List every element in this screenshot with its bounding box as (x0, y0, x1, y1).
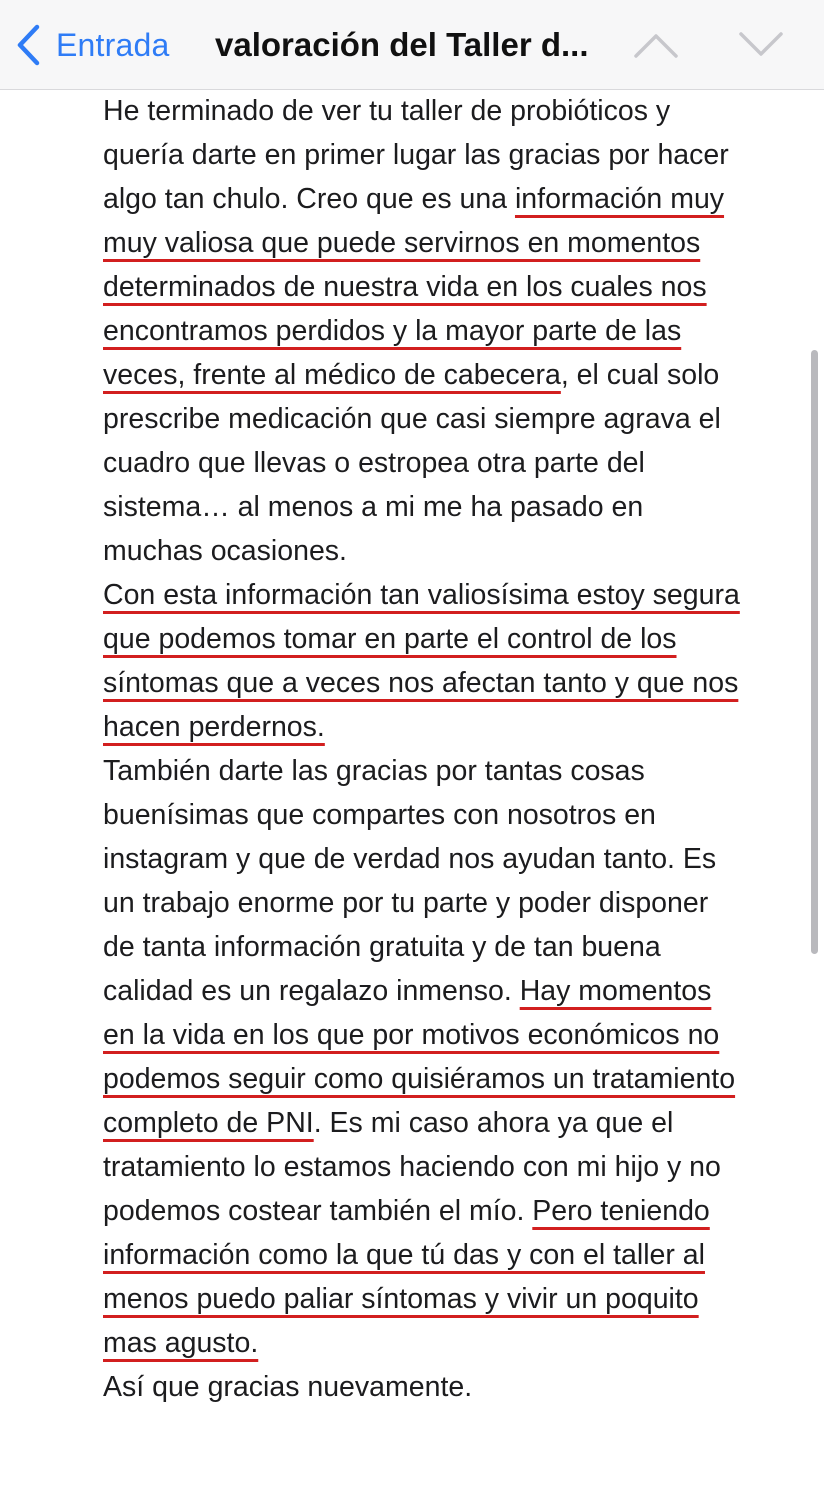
back-label: Entrada (56, 26, 170, 63)
underlined-text-segment: Hay momentos en la vida en los que por motivos económicos no podemos seguir como quisiéramos un tratamiento completo de PNI (103, 975, 736, 1139)
text-segment: También darte las gracias por tantas cosas buenísimas que compartes con nosotros en instagram y que de verdad nos ayudan tanto. Es un trabajo enorme por tu parte y poder disponer de tanta información gratuita y de tan buena calidad es un regalazo inmenso. (103, 755, 717, 1007)
scrollbar[interactable] (811, 350, 818, 954)
message-text (103, 89, 743, 1409)
underlined-text-segment: información muy muy valiosa que puede servirnos en momentos determinados de nuestra vida en los cuales nos encontramos perdidos y la mayor parte de las veces, frente al médico de cabecera (103, 183, 725, 391)
chevron-left-icon (14, 23, 44, 67)
message-body (103, 89, 743, 1409)
underlined-text-segment: Con esta información tan valiosísima estoy segura que podemos tomar en parte el control de los síntomas que a veces nos afectan tanto y que nos hacen perdernos. (103, 579, 740, 743)
chevron-down-icon (737, 24, 785, 66)
page-title: valoración del Taller d... (215, 26, 589, 63)
back-button[interactable] (14, 20, 169, 70)
text-segment: He terminado de ver tu taller de probióticos y quería darte en primer lugar las gracias por hacer algo tan chulo. Creo que es una (103, 95, 729, 215)
navigation-bar (0, 0, 824, 90)
next-message-button[interactable] (737, 24, 785, 66)
text-segment: , el cual solo prescribe medicación que casi siempre agrava el cuadro que llevas o estropea otra parte del sistema… al menos a mi me ha pasado en muchas ocasiones. (103, 359, 721, 567)
previous-message-button[interactable] (632, 24, 680, 66)
text-segment: Así que gracias nuevamente. (103, 1371, 473, 1403)
underlined-text-segment: Pero teniendo información como la que tú das y con el taller al menos puedo paliar síntomas y vivir un poquito mas agusto. (103, 1195, 710, 1359)
chevron-up-icon (632, 24, 680, 66)
text-segment: . Es mi caso ahora ya que el tratamiento lo estamos haciendo con mi hijo y no podemos costear también el mío. (103, 1107, 721, 1227)
